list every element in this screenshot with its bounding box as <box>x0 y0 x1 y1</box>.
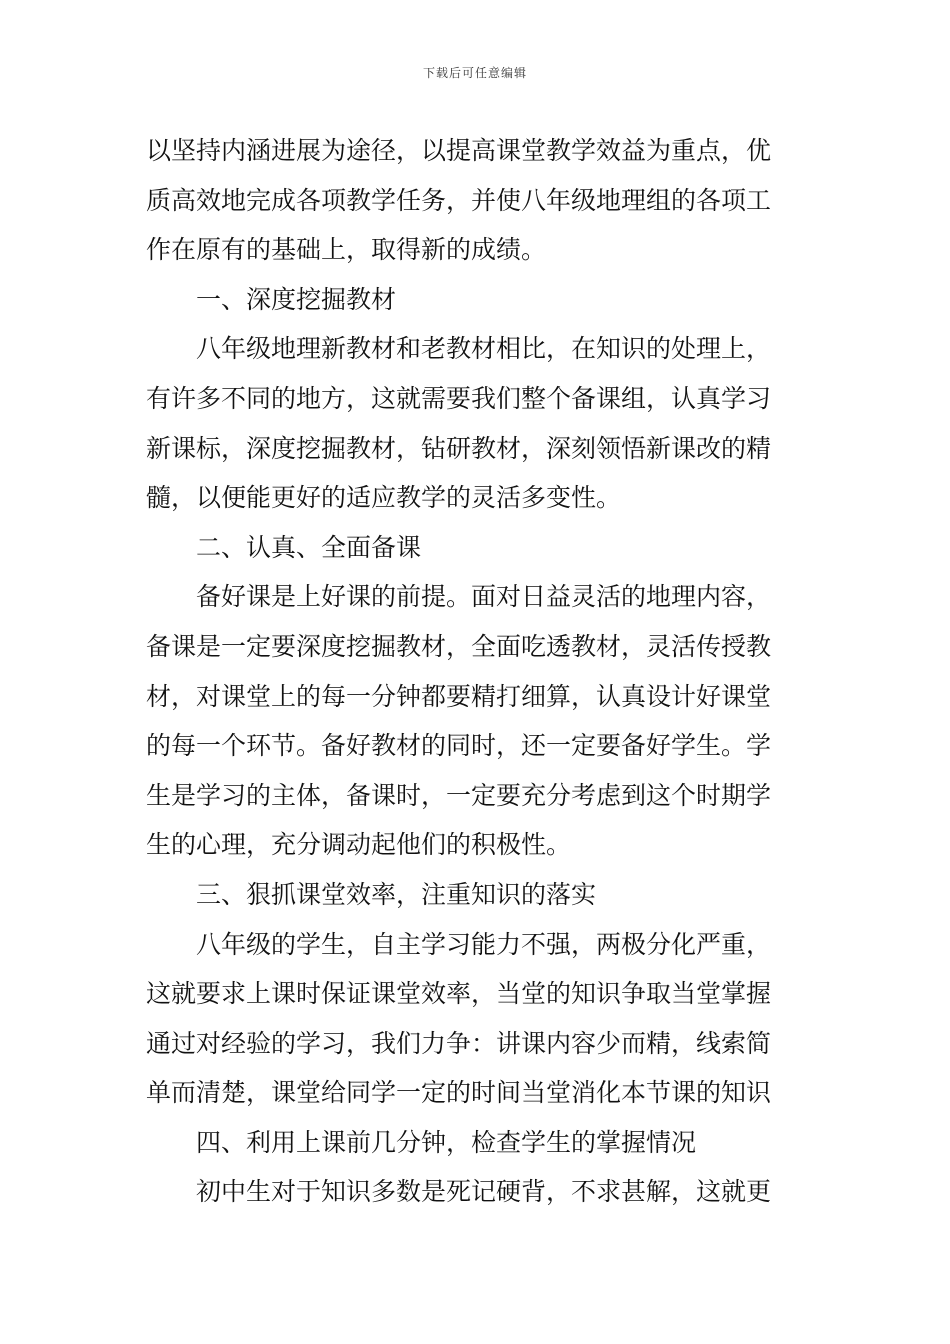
page-header: 下载后可任意编辑 <box>422 66 527 80</box>
text-line: 三、狠抓课堂效率，注重知识的落实 <box>196 879 597 909</box>
text-line: 质高效地完成各项教学任务，并使八年级地理组的各项工 <box>146 185 772 215</box>
text-line: 八年级的学生，自主学习能力不强，两极分化严重， <box>196 929 772 959</box>
text-line: 备课是一定要深度挖掘教材，全面吃透教材，灵活传授教 <box>146 631 772 661</box>
text-line: 四、利用上课前几分钟，检查学生的掌握情况 <box>196 1127 697 1157</box>
text-line: 以坚持内涵进展为途径，以提高课堂教学效益为重点，优 <box>146 136 772 165</box>
text-line: 二、认真、全面备课 <box>196 532 422 562</box>
text-line: 这就要求上课时保证课堂效率，当堂的知识争取当堂掌握 <box>146 979 772 1009</box>
document-body <box>146 126 810 1217</box>
text-line: 备好课是上好课的前提。面对日益灵活的地理内容， <box>196 582 772 612</box>
text-line: 有许多不同的地方，这就需要我们整个备课组，认真学习 <box>146 383 772 413</box>
text-line: 单而清楚，课堂给同学一定的时间当堂消化本节课的知识 <box>146 1078 772 1108</box>
text-line: 一、深度挖掘教材 <box>196 284 397 314</box>
text-line: 生的心理，充分调动起他们的积极性。 <box>146 830 572 860</box>
text-line: 作在原有的基础上，取得新的成绩。 <box>146 235 547 265</box>
text-line: 髓，以便能更好的适应教学的灵活多变性。 <box>146 483 622 513</box>
text-line: 的每一个环节。备好教材的同时，还一定要备好学生。学 <box>146 731 772 761</box>
text-line: 生是学习的主体，备课时，一定要充分考虑到这个时期学 <box>146 780 772 810</box>
text-line: 八年级地理新教材和老教材相比，在知识的处理上， <box>196 334 772 364</box>
text-line: 材，对课堂上的每一分钟都要精打细算，认真设计好课堂 <box>146 681 772 711</box>
text-line: 初中生对于知识多数是死记硬背，不求甚解，这就更 <box>196 1177 772 1207</box>
text-line: 新课标，深度挖掘教材，钻研教材，深刻领悟新课改的精 <box>146 433 772 463</box>
text-line: 通过对经验的学习，我们力争：讲课内容少而精，线索简 <box>146 1028 772 1058</box>
